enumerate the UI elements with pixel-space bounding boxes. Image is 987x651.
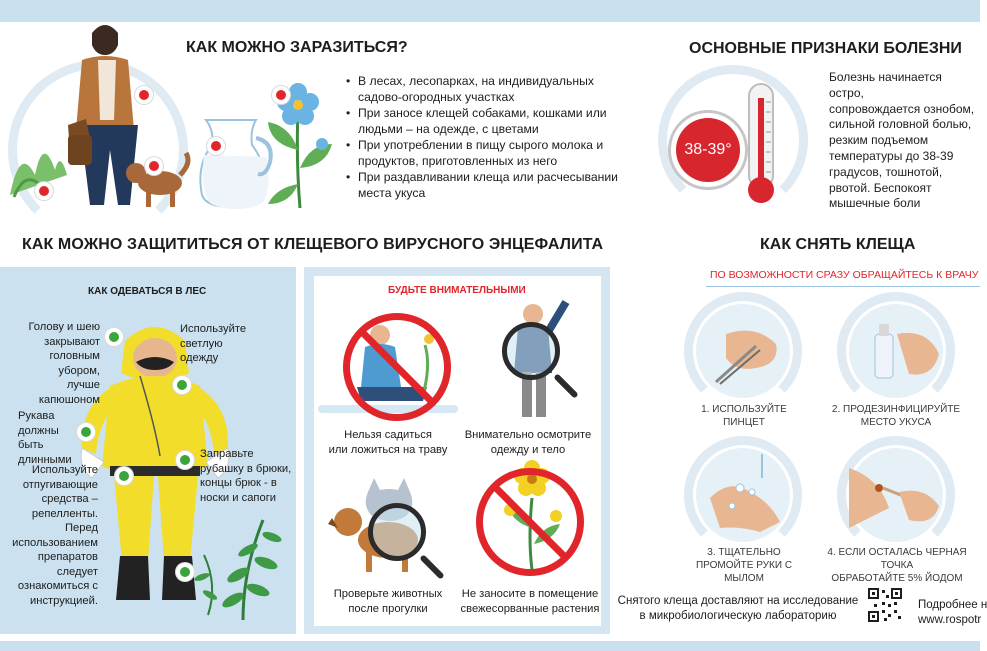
note-repellent bbox=[2, 463, 98, 608]
note-line: светлую bbox=[180, 337, 223, 350]
attentive-title: БУДЬТЕ ВНИМАТЕЛЬНЫМИ bbox=[388, 285, 526, 296]
hand-wash-illustration bbox=[696, 448, 790, 542]
caption-line: или ложиться на траву bbox=[328, 443, 448, 456]
bottom-band bbox=[0, 641, 980, 651]
magnifier-icon bbox=[502, 322, 560, 380]
symptoms-line: резким подъемом bbox=[829, 133, 929, 148]
note-line: концы брюк - в bbox=[200, 477, 277, 489]
symptoms-text bbox=[829, 70, 977, 212]
fern-plant-illustration bbox=[198, 515, 288, 620]
list-item: • При раздавливании клеща или расчесывании места укуса bbox=[346, 169, 626, 201]
thermometer-icon bbox=[746, 82, 776, 207]
step-caption bbox=[826, 403, 966, 429]
symptoms-line: сильной головной болью, bbox=[829, 117, 972, 132]
temperature-value: 38-39° bbox=[676, 118, 740, 182]
attentive-caption bbox=[456, 587, 604, 616]
infection-bullet-list bbox=[346, 73, 626, 201]
attentive-caption bbox=[318, 428, 458, 457]
tip-marker-icon bbox=[77, 423, 95, 441]
prohibition-icon bbox=[343, 313, 451, 421]
step-image-iodine bbox=[849, 448, 943, 542]
infection-title: КАК МОЖНО ЗАРАЗИТЬСЯ? bbox=[186, 39, 408, 56]
risk-marker-icon bbox=[207, 137, 225, 155]
note-line: должны быть bbox=[18, 424, 59, 451]
caption-line: Не заносите в помещение bbox=[461, 588, 599, 600]
risk-marker-icon bbox=[272, 86, 290, 104]
note-line: инструкцией. bbox=[30, 594, 98, 607]
caption-line: одежду и тело bbox=[490, 443, 566, 456]
lab-note-line: Снятого клеща доставляют на исследование bbox=[617, 595, 859, 607]
attentive-caption bbox=[318, 587, 458, 616]
risk-marker-icon bbox=[145, 157, 163, 175]
attentive-caption bbox=[458, 428, 598, 457]
caption-line: Нельзя садиться bbox=[344, 429, 432, 441]
note-line: Заправьте bbox=[200, 448, 254, 460]
note-line: закрывают bbox=[44, 335, 100, 348]
symptoms-line: температуры до 38-39 bbox=[829, 148, 954, 163]
note-line: рубашку в брюки, bbox=[200, 462, 292, 475]
list-item: • При заносе клещей собаками, кошками или людьми – на одежде, с цветами bbox=[346, 105, 626, 137]
tip-marker-icon bbox=[176, 563, 194, 581]
note-line: ознакомиться с bbox=[17, 580, 98, 592]
step-image-disinfect bbox=[849, 304, 943, 398]
subtitle-underline bbox=[706, 286, 980, 287]
caption-line: ОБРАБОТАЙТЕ 5% ЙОДОМ bbox=[831, 573, 963, 584]
qr-code-icon bbox=[866, 586, 904, 624]
caption-line: Внимательно осмотрите bbox=[464, 429, 592, 441]
note-line: головным убором, bbox=[49, 350, 100, 377]
caption-line: 3. ТЩАТЕЛЬНО bbox=[707, 547, 781, 558]
caption-line: после прогулки bbox=[348, 602, 428, 615]
note-line: длинными bbox=[18, 453, 72, 466]
note-line: Используйте bbox=[31, 464, 98, 476]
caption-line: МЕСТО УКУСА bbox=[860, 417, 932, 428]
more-info-line: Подробнее н bbox=[918, 599, 987, 611]
tweezers-illustration bbox=[696, 304, 790, 398]
step-caption bbox=[814, 546, 980, 585]
caption-line: ПРОМОЙТЕ РУКИ С МЫЛОМ bbox=[695, 560, 793, 584]
tip-marker-icon bbox=[105, 328, 123, 346]
remove-subtitle: ПО ВОЗМОЖНОСТИ СРАЗУ ОБРАЩАЙТЕСЬ К ВРАЧУ bbox=[710, 269, 979, 281]
symptoms-line: градусов, тошнотой, bbox=[829, 164, 943, 179]
list-item: • При употреблении в пищу сырого молока и продуктов, приготовленных из него bbox=[346, 137, 626, 169]
step-image-tweezers bbox=[696, 304, 790, 398]
more-info bbox=[918, 598, 987, 628]
note-line: средства – bbox=[41, 493, 98, 505]
note-line: Перед bbox=[65, 522, 98, 534]
note-sleeves bbox=[18, 409, 78, 467]
lab-note bbox=[612, 594, 864, 624]
caption-line: ПИНЦЕТ bbox=[723, 417, 765, 428]
note-light-clothes bbox=[180, 322, 270, 366]
spray-bottle-illustration bbox=[849, 304, 943, 398]
note-line: отпугивающие bbox=[22, 478, 98, 491]
note-line: Голову и шею bbox=[28, 321, 100, 333]
note-line: одежду bbox=[180, 352, 219, 364]
step-caption bbox=[680, 403, 808, 429]
lab-note-line: в микробиологическую лабораторию bbox=[639, 610, 837, 622]
temperature-badge bbox=[668, 110, 748, 190]
note-line: носки и сапоги bbox=[200, 491, 277, 504]
dress-title: КАК ОДЕВАТЬСЯ В ЛЕС bbox=[88, 286, 207, 297]
note-line: репелленты. bbox=[31, 507, 98, 520]
note-line: использованием bbox=[12, 536, 98, 549]
iodine-swab-illustration bbox=[849, 448, 943, 542]
caption-line: свежесорванные растения bbox=[460, 602, 600, 615]
risk-marker-icon bbox=[35, 182, 53, 200]
note-tuck-in bbox=[200, 447, 295, 505]
caption-line: 2. ПРОДЕЗИНФИЦИРУЙТЕ bbox=[831, 404, 961, 415]
caption-line: 4. ЕСЛИ ОСТАЛАСЬ ЧЕРНАЯ ТОЧКА bbox=[827, 547, 967, 571]
protect-title: КАК МОЖНО ЗАЩИТИТЬСЯ ОТ КЛЕЩЕВОГО ВИРУСНОГО ЭНЦЕФАЛИТА bbox=[22, 236, 604, 253]
note-line: лучше капюшоном bbox=[38, 379, 100, 406]
symptoms-line: мышечные боли bbox=[829, 196, 921, 211]
tip-marker-icon bbox=[176, 451, 194, 469]
step-caption bbox=[676, 546, 812, 585]
note-head bbox=[10, 320, 100, 407]
note-line: Рукава bbox=[18, 410, 55, 422]
symptoms-line: Болезнь начинается остро, bbox=[829, 70, 942, 100]
tip-marker-icon bbox=[115, 467, 133, 485]
risk-marker-icon bbox=[135, 86, 153, 104]
prohibition-icon bbox=[476, 468, 584, 576]
note-line: Используйте bbox=[180, 323, 247, 335]
list-item: • В лесах, лесопарках, на индивидуальных садово-огородных участках bbox=[346, 73, 626, 105]
magnifier-icon bbox=[368, 503, 426, 561]
symptoms-title: ОСНОВНЫЕ ПРИЗНАКИ БОЛЕЗНИ bbox=[689, 40, 962, 57]
note-line: препаратов следует bbox=[37, 551, 98, 578]
remove-title: КАК СНЯТЬ КЛЕЩА bbox=[760, 236, 916, 253]
symptoms-line: рвотой. Беспокоят bbox=[829, 180, 932, 195]
step-image-wash bbox=[696, 448, 790, 542]
caption-line: Проверьте животных bbox=[333, 588, 443, 600]
tip-marker-icon bbox=[173, 376, 191, 394]
caption-line: 1. ИСПОЛЬЗУЙТЕ bbox=[701, 404, 787, 415]
symptoms-line: сопровождается ознобом, bbox=[829, 101, 975, 116]
more-info-link[interactable]: www.rospotr bbox=[918, 614, 982, 626]
